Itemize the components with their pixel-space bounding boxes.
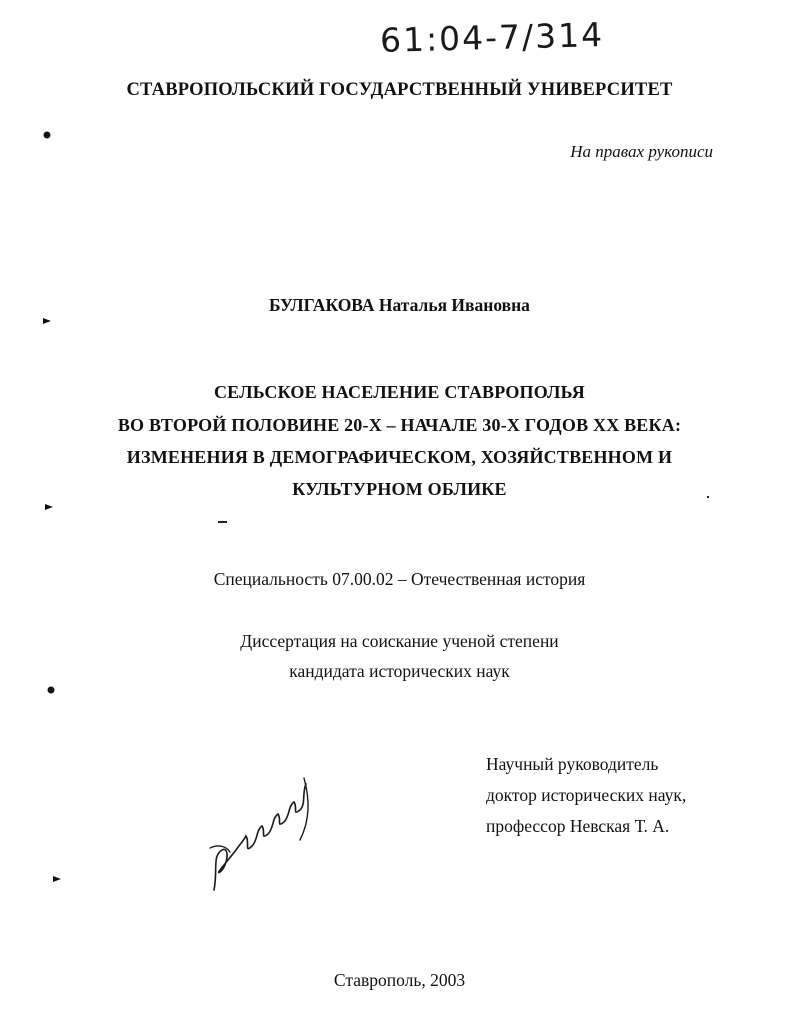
author-name: БУЛГАКОВА Наталья Ивановна: [269, 295, 530, 315]
margin-dot-icon: [42, 316, 52, 326]
scan-speck: [707, 496, 709, 498]
advisor-line: профессор Невская Т. А.: [486, 816, 670, 836]
margin-dot-icon: [52, 874, 62, 884]
title-line: КУЛЬТУРНОМ ОБЛИКЕ: [292, 479, 507, 499]
signature-handwritten: [200, 770, 320, 900]
margin-dot-icon: [44, 502, 54, 512]
degree-line: Диссертация на соискание ученой степени: [240, 631, 559, 651]
archive-code-handwritten: 61:04-7/314: [379, 15, 605, 60]
university-name: СТАВРОПОЛЬСКИЙ ГОСУДАРСТВЕННЫЙ УНИВЕРСИТЕТ: [126, 80, 673, 100]
degree-line: кандидата исторических наук: [289, 661, 510, 681]
advisor-line: Научный руководитель: [486, 754, 659, 774]
advisor-line: доктор исторических наук,: [486, 785, 687, 805]
rights-note: На правах рукописи: [570, 142, 713, 161]
margin-dot-icon: [42, 130, 52, 140]
title-line: ИЗМЕНЕНИЯ В ДЕМОГРАФИЧЕСКОМ, ХОЗЯЙСТВЕННОМ И: [126, 447, 673, 467]
title-line: ВО ВТОРОЙ ПОЛОВИНЕ 20-Х – НАЧАЛЕ 30-Х ГОДОВ XX ВЕКА:: [117, 415, 682, 435]
title-line: СЕЛЬСКОЕ НАСЕЛЕНИЕ СТАВРОПОЛЬЯ: [213, 382, 585, 402]
scan-speck: [218, 521, 227, 523]
specialty-line: Специальность 07.00.02 – Отечественная история: [213, 569, 586, 589]
margin-dot-icon: [46, 685, 56, 695]
city-year: Ставрополь, 2003: [333, 970, 466, 990]
